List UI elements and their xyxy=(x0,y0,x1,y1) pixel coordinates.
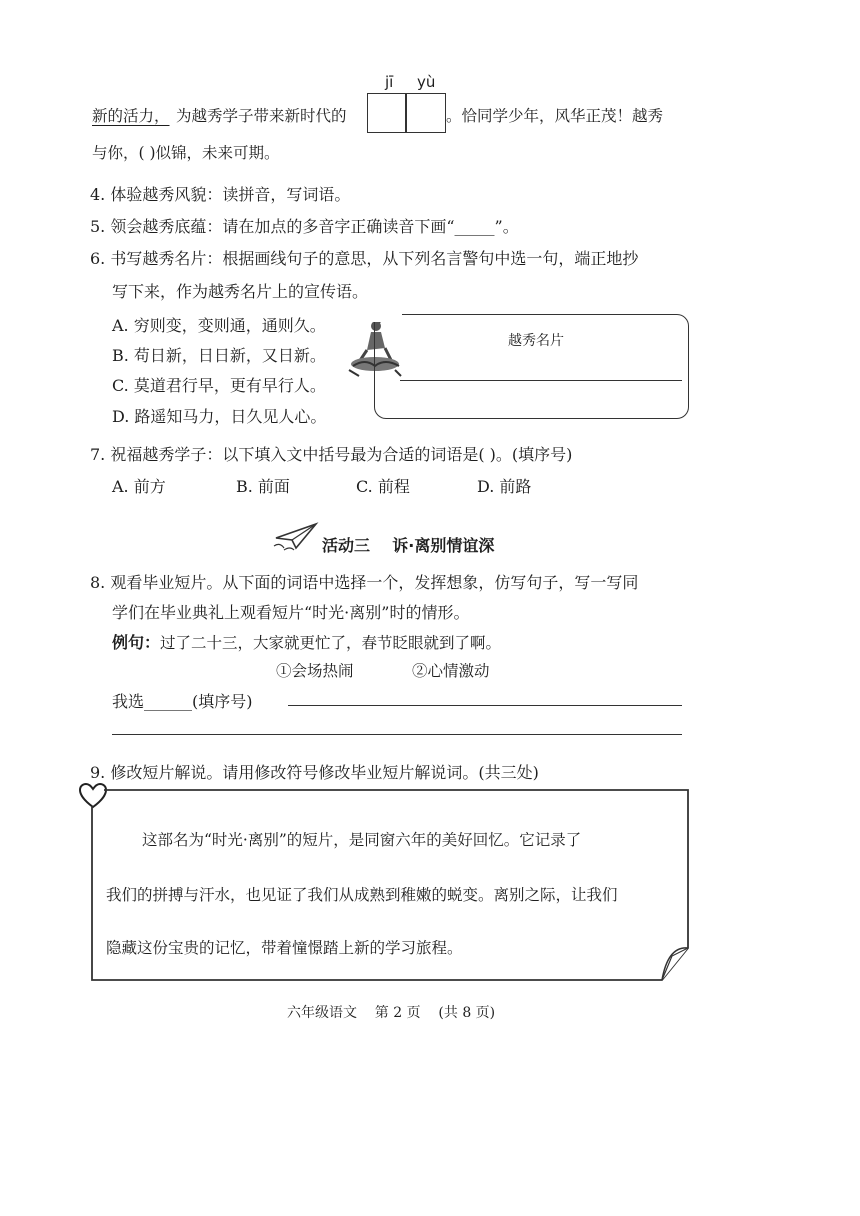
question-9: 9. 修改短片解说。请用修改符号修改毕业短片解说词。(共三处) xyxy=(90,763,539,782)
question-6-line1: 6. 书写越秀名片：根据画线句子的意思，从下列名言警句中选一句，端正地抄 xyxy=(90,249,639,268)
note-paragraph-line3: 隐藏这份宝贵的记忆，带着憧憬踏上新的学习旅程。 xyxy=(106,939,463,957)
option-b: B. 苟日新，日日新，又日新。 xyxy=(112,346,326,365)
question-4: 4. 体验越秀风貌：读拼音，写词语。 xyxy=(90,185,351,204)
example-label: 例句： xyxy=(112,633,161,652)
select-label: 我选______(填序号) xyxy=(112,692,253,711)
choice-1: ①会场热闹 xyxy=(276,662,354,680)
card-corner-gap xyxy=(372,312,402,322)
option-d: D. 路遥知马力，日久见人心。 xyxy=(112,407,327,426)
note-paragraph-line1: 这部名为“时光·离别”的短片，是同窗六年的美好回忆。它记录了 xyxy=(142,831,582,849)
note-paragraph-line2: 我们的拼搏与汗水，也见证了我们从成熟到稚嫩的蜕变。离别之际，让我们 xyxy=(106,886,618,904)
q7-option-c: C. 前程 xyxy=(356,477,410,496)
q7-option-b: B. 前面 xyxy=(236,477,290,496)
pinyin-ji: jī xyxy=(385,73,394,91)
q7-option-d: D. 前路 xyxy=(477,477,532,496)
paper-plane-icon xyxy=(272,522,320,552)
card-title: 越秀名片 xyxy=(508,333,564,349)
answer-box-right[interactable] xyxy=(406,93,446,133)
q7-option-a: A. 前方 xyxy=(112,477,166,496)
line1-end: 。恰同学少年，风华正茂！越秀 xyxy=(446,107,664,125)
question-8-line2: 学们在毕业典礼上观看短片“时光·离别”时的情形。 xyxy=(112,603,470,622)
card-writing-line[interactable] xyxy=(400,380,682,381)
option-a: A. 穷则变，变则通，通则久。 xyxy=(112,316,326,335)
example-text: 过了二十三，大家就更忙了，春节眨眼就到了啊。 xyxy=(160,634,502,652)
section-title: 活动三 诉·离别情谊深 xyxy=(322,536,495,555)
underlined-phrase: 新的活力， xyxy=(92,107,170,125)
answer-line-2[interactable] xyxy=(112,734,682,735)
line2-text: 与你，( )似锦，未来可期。 xyxy=(92,144,280,162)
question-7: 7. 祝福越秀学子：以下填入文中括号最为合适的词语是( )。(填序号) xyxy=(90,445,573,464)
question-6-line2: 写下来，作为越秀名片上的宣传语。 xyxy=(112,282,369,301)
choice-2: ②心情激动 xyxy=(412,662,490,680)
question-8-line1: 8. 观看毕业短片。从下面的词语中选择一个，发挥想象，仿写句子，写一写同 xyxy=(90,573,639,592)
question-5: 5. 领会越秀底蕴：请在加点的多音字正确读音下画“_____”。 xyxy=(90,217,519,236)
answer-line-1[interactable] xyxy=(288,705,682,706)
option-c: C. 莫道君行早，更有早行人。 xyxy=(112,376,326,395)
answer-box-left[interactable] xyxy=(367,93,406,133)
pinyin-yu: yù xyxy=(417,73,436,91)
line1-text: 为越秀学子带来新时代的 xyxy=(176,107,347,125)
page-footer: 六年级语文 第 2 页 (共 8 页) xyxy=(287,1005,496,1021)
